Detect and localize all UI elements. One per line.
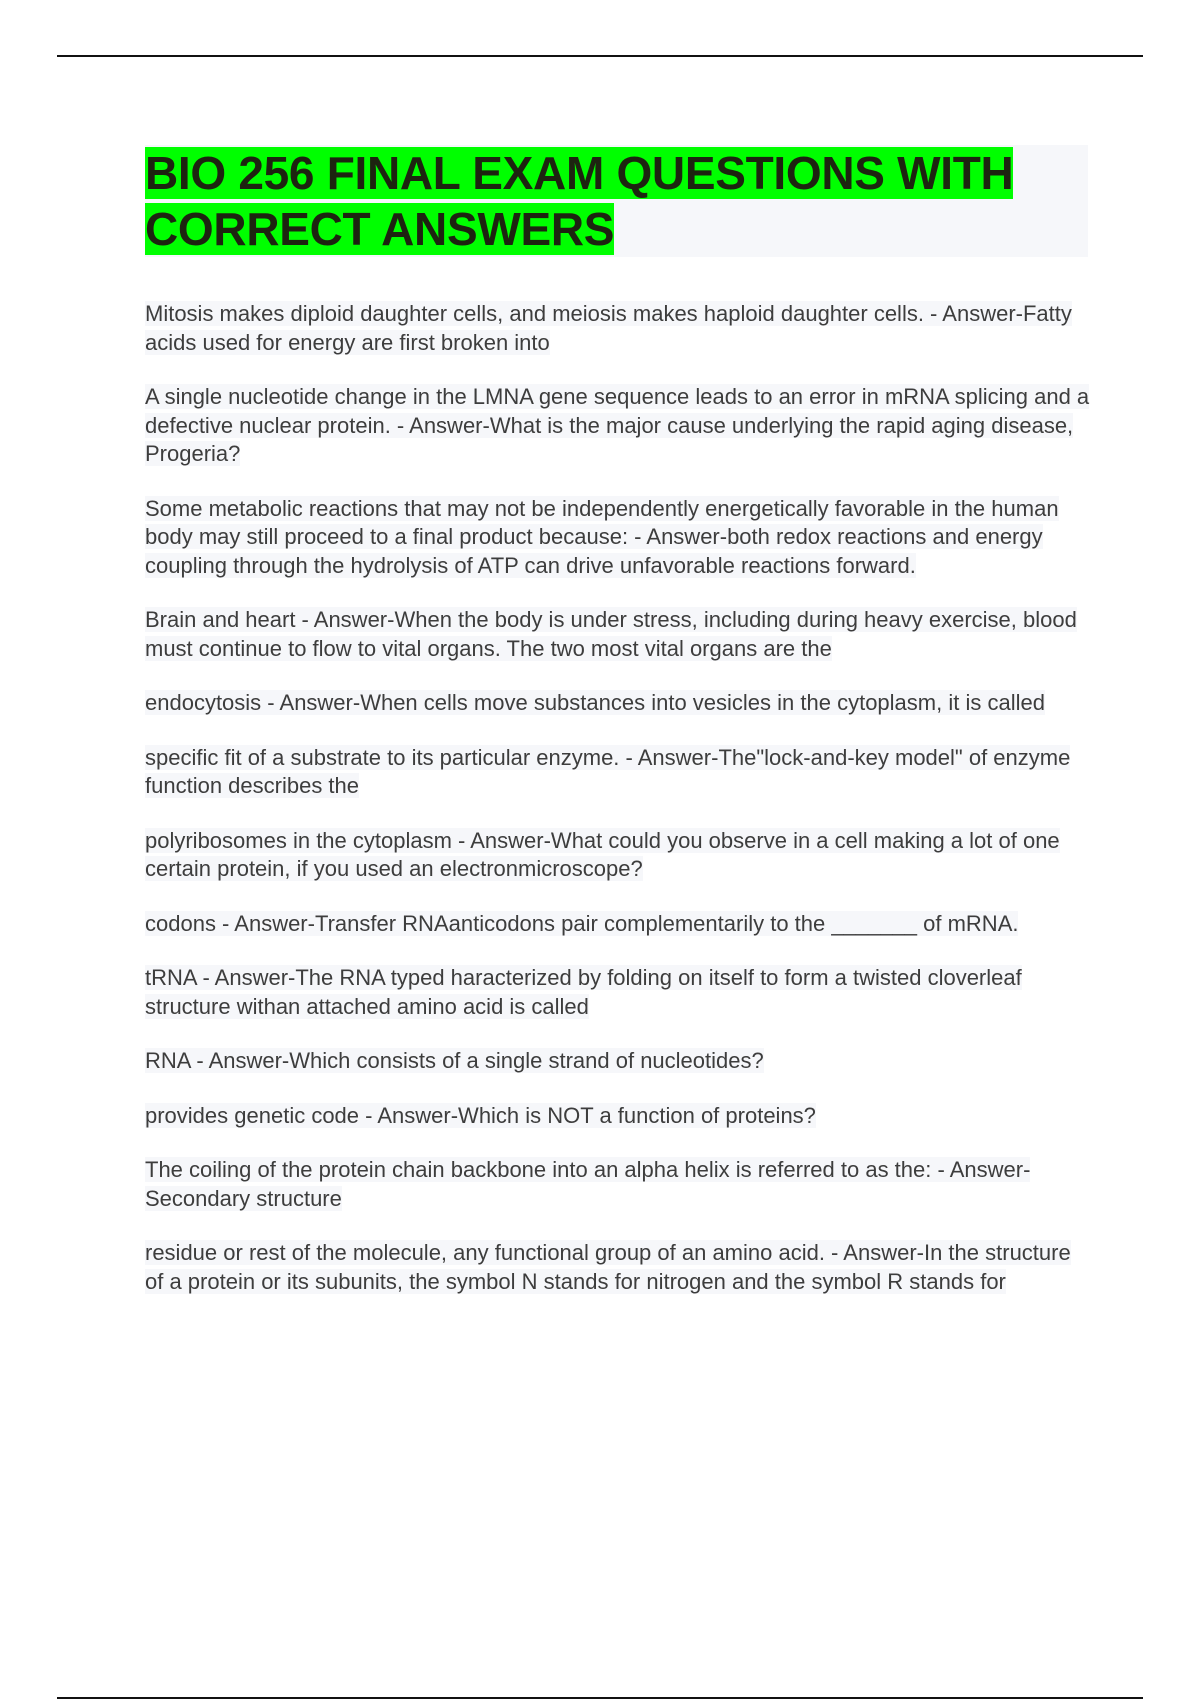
qa-item-text: Brain and heart - Answer-When the body is under stress, including during heavy exercise, blood must continue to flow to vital organs. The two most vital organs are the [145, 607, 1077, 661]
qa-item-text: Some metabolic reactions that may not be independently energetically favorable in the human body may still proceed to a final product because: - Answer-both redox reactions and energy coupling through the hydrolysis of ATP can drive unfavorable reactions forward. [145, 495, 1059, 578]
top-rule [57, 55, 1143, 57]
qa-item-text: A single nucleotide change in the LMNA gene sequence leads to an error in mRNA splicing and a defective nuclear protein. - Answer-What is the major cause underlying the rapid aging disease, Progeria? [145, 384, 1090, 466]
qa-item-text: residue or rest of the molecule, any functional group of an amino acid. - Answer-In the structure of a protein or its subunits, the symbol N stands for nitrogen and the symbol R stands for [145, 1240, 1071, 1294]
qa-item-text: RNA - Answer-Which consists of a single strand of nucleotides? [145, 1048, 764, 1073]
title-text: BIO 256 FINAL EXAM QUESTIONS WITH CORRECT ANSWERS [145, 147, 1014, 255]
qa-item [145, 1156, 1090, 1213]
qa-item-text: codons - Answer-Transfer RNAanticodons pair complementarily to the _______ of mRNA. [145, 910, 1019, 936]
qa-item [145, 1239, 1090, 1296]
qa-list [145, 300, 1095, 1296]
qa-item-text: specific fit of a substrate to its particular enzyme. - Answer-The"lock-and-key model" of enzyme function describes the [145, 744, 1071, 798]
qa-item [145, 689, 1090, 718]
qa-item [145, 606, 1090, 663]
qa-item-text: Mitosis makes diploid daughter cells, and meiosis makes haploid daughter cells. - Answer-Fatty acids used for energy are first broken into [145, 301, 1072, 355]
qa-item-text: provides genetic code - Answer-Which is NOT a function of proteins? [145, 1102, 816, 1128]
document-title [145, 145, 1088, 257]
qa-item [145, 383, 1090, 469]
qa-item [145, 827, 1090, 884]
qa-item [145, 1047, 1090, 1076]
qa-item [145, 744, 1090, 801]
qa-item-text: The coiling of the protein chain backbone into an alpha helix is referred to as the: - Answer-Secondary structure [145, 1157, 1031, 1211]
qa-item [145, 1102, 1090, 1131]
qa-item [145, 964, 1090, 1021]
qa-item-text: polyribosomes in the cytoplasm - Answer-What could you observe in a cell making a lot of one certain protein, if you used an electronmicroscope? [145, 827, 1060, 881]
qa-item [145, 910, 1090, 939]
bottom-rule [57, 1697, 1143, 1699]
qa-item [145, 300, 1090, 357]
qa-item [145, 495, 1090, 581]
title-block [145, 145, 1088, 257]
qa-item-text: tRNA - Answer-The RNA typed haracterized by folding on itself to form a twisted cloverleaf structure withan attached amino acid is called [145, 965, 1022, 1019]
qa-item-text: endocytosis - Answer-When cells move substances into vesicles in the cytoplasm, it is called [145, 690, 1045, 715]
